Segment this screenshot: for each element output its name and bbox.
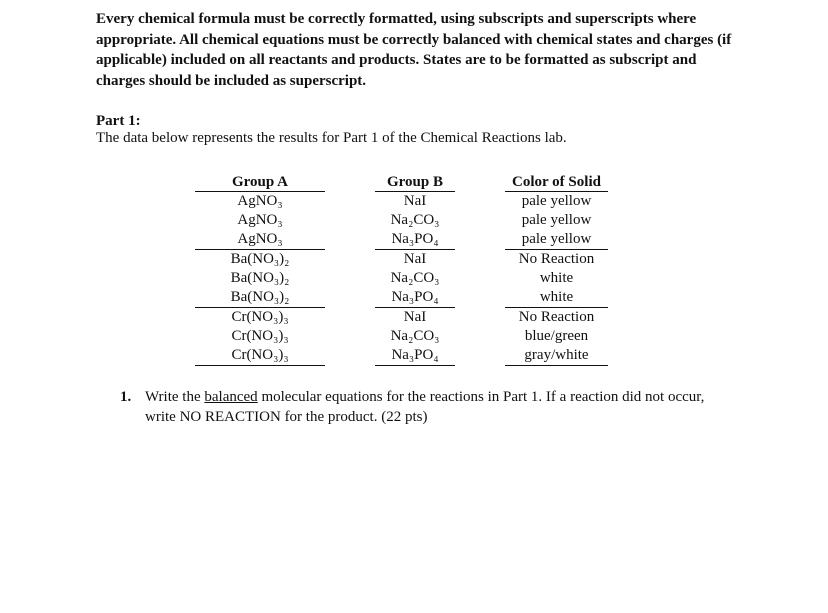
cell-color: gray/white bbox=[505, 346, 608, 366]
cell-group-b: Na₂CO₃ bbox=[390, 270, 440, 286]
header-spacer bbox=[325, 173, 375, 192]
question-number: 1. bbox=[120, 389, 132, 405]
header-group-b: Group B bbox=[375, 173, 455, 192]
table-row bbox=[195, 250, 608, 270]
cell-color: white bbox=[505, 288, 608, 308]
cell-color: No Reaction bbox=[518, 309, 595, 325]
question-text-before: Write the bbox=[145, 389, 205, 405]
table-row bbox=[195, 308, 608, 328]
question-1 bbox=[120, 387, 730, 427]
cell-color: No Reaction bbox=[518, 251, 595, 267]
cell-group-b: NaI bbox=[403, 193, 427, 209]
table-row bbox=[195, 211, 608, 230]
cell-color: white bbox=[539, 270, 574, 286]
header-color-of-solid: Color of Solid bbox=[505, 173, 608, 192]
table-row bbox=[195, 288, 608, 308]
cell-group-b: Na₂CO₃ bbox=[390, 212, 440, 228]
cell-color: pale yellow bbox=[505, 230, 608, 250]
header-spacer bbox=[455, 173, 505, 192]
cell-group-a: AgNO₃ bbox=[237, 212, 283, 228]
part-description: The data below represents the results for Part 1 of the Chemical Reactions lab. bbox=[96, 130, 567, 146]
results-table bbox=[195, 173, 608, 366]
cell-color: pale yellow bbox=[521, 193, 592, 209]
cell-group-b: NaI bbox=[403, 251, 427, 267]
table-row bbox=[195, 192, 608, 212]
cell-group-a: Ba(NO₃)₂ bbox=[195, 288, 325, 308]
table-row bbox=[195, 327, 608, 346]
cell-group-b: Na₃PO₄ bbox=[375, 230, 455, 250]
question-underlined-word: balanced bbox=[204, 389, 258, 405]
cell-group-a: Cr(NO₃)₃ bbox=[195, 346, 325, 366]
cell-group-a: AgNO₃ bbox=[195, 230, 325, 250]
header-group-a: Group A bbox=[195, 173, 325, 192]
cell-group-a: Cr(NO₃)₃ bbox=[231, 309, 289, 325]
table-row bbox=[195, 230, 608, 250]
instructions-paragraph: Every chemical formula must be correctly formatted, using subscripts and superscripts where appropriate. All chemical equations must be correctly balanced with chemical states and charges (if applicable) included on all reactants and products. States are to be formatted as subscript and charges should be included as superscript. bbox=[96, 11, 732, 89]
table-row bbox=[195, 346, 608, 366]
question-text-after: molecular equations for the reactions in Part 1. If a reaction did not occur, write NO REACTION for the product. (22 pts) bbox=[145, 389, 705, 425]
cell-group-b: Na₂CO₃ bbox=[390, 328, 440, 344]
cell-group-a: Ba(NO₃)₂ bbox=[230, 270, 290, 286]
cell-color: blue/green bbox=[524, 328, 589, 344]
cell-group-a: Ba(NO₃)₂ bbox=[230, 251, 290, 267]
part-heading: Part 1: bbox=[96, 113, 141, 129]
cell-group-b: NaI bbox=[403, 309, 427, 325]
question-text bbox=[120, 387, 730, 427]
table-header-row bbox=[195, 173, 608, 192]
cell-group-b: Na₃PO₄ bbox=[375, 346, 455, 366]
cell-group-a: Cr(NO₃)₃ bbox=[231, 328, 289, 344]
cell-group-b: Na₃PO₄ bbox=[375, 288, 455, 308]
cell-group-a: AgNO₃ bbox=[237, 193, 283, 209]
cell-color: pale yellow bbox=[521, 212, 592, 228]
table-row bbox=[195, 269, 608, 288]
